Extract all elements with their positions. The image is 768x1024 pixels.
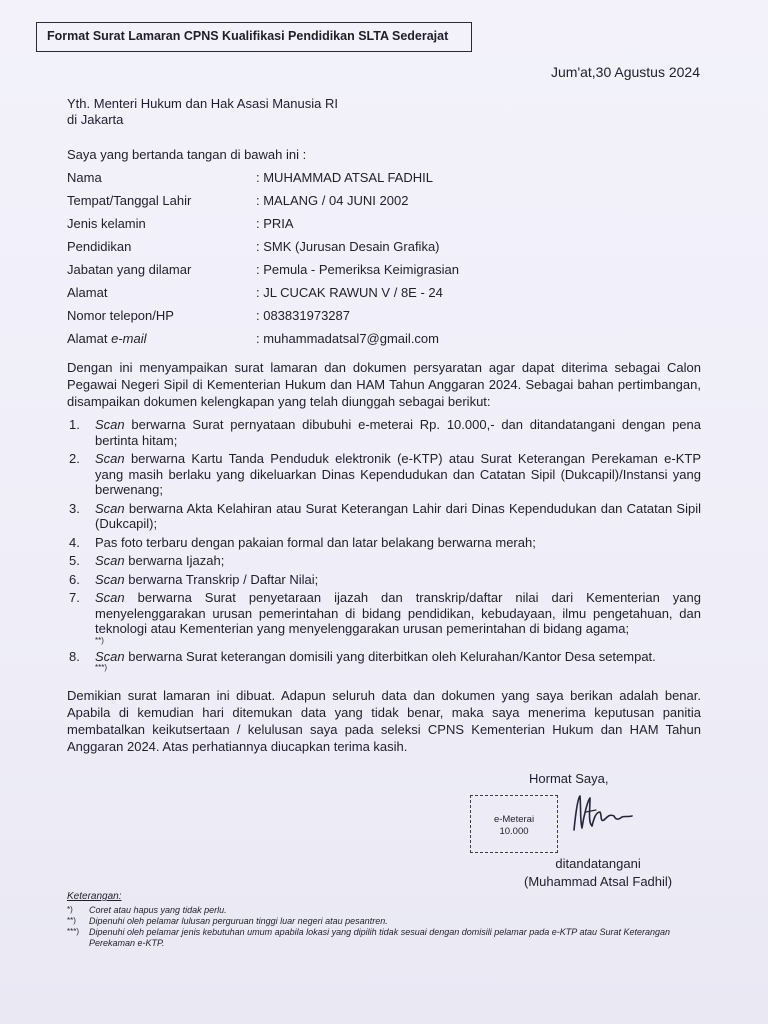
field-label-italic: e-mail bbox=[111, 331, 147, 346]
list-italic: Scan bbox=[95, 553, 125, 568]
field-value: : MALANG / 04 JUNI 2002 bbox=[256, 193, 409, 208]
field-label-prefix: Alamat bbox=[67, 331, 112, 346]
stamp-label: e-Meterai bbox=[493, 814, 535, 825]
field-value: : SMK (Jurusan Desain Grafika) bbox=[256, 239, 440, 254]
footnotes bbox=[67, 891, 707, 949]
handwritten-signature bbox=[566, 790, 636, 840]
recipient-block bbox=[67, 96, 338, 128]
list-text: Pas foto terbaru dengan pakaian formal dan latar belakang berwarna merah; bbox=[95, 534, 536, 550]
field-value: : JL CUCAK RAWUN V / 8E - 24 bbox=[256, 285, 443, 300]
intro-text: Saya yang bertanda tangan di bawah ini : bbox=[67, 147, 307, 162]
signed-label: ditandatangani bbox=[555, 856, 641, 871]
list-item bbox=[67, 553, 701, 569]
field-label: Jenis kelamin bbox=[67, 216, 146, 231]
field-value: : PRIA bbox=[256, 216, 294, 231]
field-value: : MUHAMMAD ATSAL FADHIL bbox=[256, 170, 433, 185]
footnotes-heading: Keterangan: bbox=[67, 891, 122, 902]
list-text: berwarna Akta Kelahiran atau Surat Keterangan Lahir dari Dinas Kependudukan dan Catatan Sipil (Dukcapil); bbox=[95, 500, 701, 531]
field-label: Pendidikan bbox=[67, 239, 132, 254]
field-value: : muhammadatsal7@gmail.com bbox=[256, 331, 439, 346]
list-italic: Scan bbox=[95, 648, 125, 664]
footnote-mark: **) bbox=[95, 635, 104, 645]
document-title: Format Surat Lamaran CPNS Kualifikasi Pendidikan SLTA Sederajat bbox=[36, 22, 472, 52]
field-label: Nomor telepon/HP bbox=[67, 308, 174, 323]
list-number: 8. bbox=[69, 648, 80, 664]
list-item bbox=[67, 417, 701, 448]
list-italic: Scan bbox=[95, 417, 125, 432]
closing-salutation: Hormat Saya, bbox=[529, 771, 609, 786]
list-italic: Scan bbox=[95, 571, 125, 587]
letter-date: Jum'at,30 Agustus 2024 bbox=[551, 64, 700, 80]
list-italic: Scan bbox=[95, 590, 125, 605]
list-number: 4. bbox=[69, 534, 80, 550]
footnote-mark: ***) bbox=[95, 663, 108, 672]
footnote-row bbox=[67, 927, 707, 949]
recipient-location: di Jakarta bbox=[67, 112, 124, 127]
list-text: berwarna Surat keterangan domisili yang diterbitkan oleh Kelurahan/Kantor Desa setempat. bbox=[124, 648, 656, 664]
field-label: Alamat bbox=[67, 285, 108, 300]
emeterai-stamp bbox=[470, 795, 558, 853]
paragraph-closing: Demikian surat lamaran ini dibuat. Adapun seluruh data dan dokumen yang saya berikan adalah benar. Apabila di kemudian hari ditemukan data yang tidak benar, maka saya menerima keputusan panitia membatalkan keikutsertaan / kelulusan saya pada seleksi CPNS Kementerian Hukum dan HAM Tahun Anggaran 2024. Atas perhatiannya diucapkan terima kasih. bbox=[67, 688, 701, 754]
footnote-mark: ***) bbox=[67, 927, 80, 936]
recipient-name: Yth. Menteri Hukum dan Hak Asasi Manusia RI bbox=[67, 96, 338, 111]
list-number: 7. bbox=[69, 590, 80, 605]
field-value: : Pemula - Pemeriksa Keimigrasian bbox=[256, 262, 460, 277]
footnote-text: Dipenuhi oleh pelamar jenis kebutuhan umum apabila lokasi yang dipilih tidak sesuai dengan domisili pelamar pada e-KTP atau Surat Keterangan Perekaman e-KTP. bbox=[89, 927, 671, 948]
list-item bbox=[67, 572, 701, 588]
field-label: Jabatan yang dilamar bbox=[67, 262, 192, 277]
footnote-mark: **) bbox=[67, 916, 76, 925]
field-value: : 083831973287 bbox=[256, 308, 350, 323]
field-label: Tempat/Tanggal Lahir bbox=[67, 193, 192, 208]
list-text: berwarna Transkrip / Daftar Nilai; bbox=[124, 571, 319, 587]
paragraph-intro: Dengan ini menyampaikan surat lamaran dan dokumen persyaratan agar dapat diterima sebagai Calon Pegawai Negeri Sipil di Kementerian Hukum dan HAM Tahun Anggaran 2024. Sebagai bahan pertimbangan, disampaikan dokumen kelengkapan yang telah diunggah sebagai berikut: bbox=[67, 360, 701, 409]
stamp-value: 10.000 bbox=[499, 826, 529, 837]
list-item bbox=[67, 590, 701, 645]
field-label bbox=[67, 331, 146, 346]
document-list bbox=[67, 417, 701, 672]
list-number: 1. bbox=[69, 417, 80, 432]
list-number: 5. bbox=[69, 553, 80, 568]
list-text: berwarna Kartu Tanda Penduduk elektronik (e-KTP) atau Surat Keterangan Perekaman e-KTP yang masih berlaku yang dikeluarkan Dinas Kependudukan dan Catatan Sipil (Dukcapil)/Instansi yang berwenang; bbox=[95, 451, 701, 497]
list-item bbox=[67, 649, 701, 673]
list-item bbox=[67, 501, 701, 532]
list-item bbox=[67, 451, 701, 498]
field-label: Nama bbox=[67, 170, 102, 185]
list-italic: Scan bbox=[95, 500, 125, 516]
footnote-row bbox=[67, 905, 707, 916]
list-item bbox=[67, 535, 701, 551]
list-number: 6. bbox=[69, 571, 80, 587]
footnote-mark: *) bbox=[67, 905, 73, 914]
list-number: 2. bbox=[69, 451, 80, 466]
list-number: 3. bbox=[69, 500, 80, 516]
footnote-text: Coret atau hapus yang tidak perlu. bbox=[89, 905, 227, 915]
list-text: berwarna Surat pernyataan dibubuhi e-meterai Rp. 10.000,- dan ditandatangani dengan pena bertinta hitam; bbox=[95, 417, 701, 448]
list-italic: Scan bbox=[95, 451, 125, 466]
footnote-row bbox=[67, 916, 707, 927]
list-text: berwarna Ijazah; bbox=[124, 553, 225, 568]
footnote-text: Dipenuhi oleh pelamar lulusan perguruan tinggi luar negeri atau pesantren. bbox=[89, 916, 388, 926]
list-text: berwarna Surat penyetaraan ijazah dan transkrip/daftar nilai dari Kementerian yang menyelenggarakan urusan pemerintahan di bidang pendidikan, kebudayaan, ilmu pengetahuan, dan teknologi atau Kementerian yang menyelenggarakan urusan pemerintahan di bidang agama; bbox=[95, 590, 701, 636]
signature-block bbox=[524, 855, 672, 891]
signer-name: (Muhammad Atsal Fadhil) bbox=[524, 874, 673, 889]
